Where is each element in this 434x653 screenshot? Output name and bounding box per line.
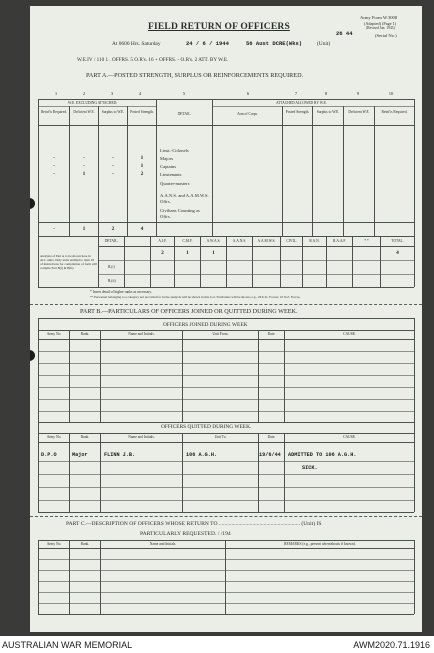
- joined-col-line: [258, 330, 259, 422]
- quitted-col-line: [414, 422, 415, 512]
- table-a-body-bottom: [38, 222, 414, 223]
- col-number-4: 4: [138, 91, 142, 96]
- quitted-army-no: D.P.O: [41, 452, 57, 458]
- analysis-col-line: [124, 236, 125, 287]
- joined-header-rank: Rank.: [80, 332, 90, 336]
- joined-col-line: [100, 330, 101, 422]
- table-a-col-line: [312, 106, 313, 236]
- part-b-frame-top: [38, 318, 414, 319]
- sub-header-deficient-left: Deficient W.E.: [73, 110, 95, 114]
- total-surplus: 2: [111, 226, 115, 232]
- joined-header-cause: CAUSE.: [343, 332, 356, 336]
- cell-surplus: -: [112, 163, 114, 169]
- table-a-col-line: [374, 106, 375, 236]
- part-c-row-line: [38, 603, 414, 604]
- cell-reinf: -: [53, 171, 55, 177]
- sub-header-deficient-right: Deficient W.E.: [348, 110, 370, 114]
- section-divider: [30, 516, 422, 517]
- analysis-value-aif: 2: [161, 250, 164, 256]
- joined-col-line: [284, 330, 285, 422]
- quitted-col-line: [38, 422, 39, 512]
- total-deficient: 1: [82, 226, 86, 232]
- table-a-col-line: [282, 106, 283, 236]
- joined-header-name: Name and Initials.: [128, 332, 155, 336]
- cell-reinf: -: [53, 163, 55, 169]
- cell-surplus: -: [112, 171, 114, 177]
- analysis-note: Analysis of Part A to be shown here in ALL units. Only units entitled to item 18 of instructions for compilation of form will compile Part B(i) & B(ii).: [40, 254, 97, 271]
- part-c-col-line: [38, 540, 39, 614]
- col-number-9: 9: [356, 91, 360, 96]
- cell-deficient: 1: [82, 171, 86, 177]
- report-date: 24 / 6 / 1944: [186, 40, 229, 47]
- footnote-other-categories: ** Personnel belonging to a category not provided for in the analysis will be shown in this Col. Particulars will be shown, e.g., 26 U.K. Forces; 10 N.Z. Forces.: [90, 295, 301, 299]
- col-number-8: 8: [324, 91, 328, 96]
- cell-deficient: -: [83, 155, 85, 161]
- rank-label: Lieutenants: [160, 172, 182, 177]
- joined-row-line: [38, 351, 414, 352]
- quitted-col-line: [69, 433, 70, 512]
- analysis-col-line: [38, 236, 39, 287]
- part-c-col-line: [69, 540, 70, 614]
- analysis-value-cmf: 1: [186, 250, 189, 256]
- analysis-col-line: [252, 236, 253, 287]
- joined-title: OFFICERS JOINED DURING WEEK: [163, 322, 248, 328]
- quitted-row-line: [38, 487, 414, 488]
- analysis-col-line: [302, 236, 303, 287]
- sub-header-reinf-right: Reinf'ts Required.: [381, 110, 408, 114]
- group-header-right: ATTACHED ALLOWED BY W.E.: [276, 100, 327, 105]
- analysis-header-total: TOTAL.: [391, 239, 404, 243]
- part-c-header-bottom: [38, 548, 414, 549]
- analysis-row-line: [98, 274, 414, 275]
- quitted-header-unit-to: Unit To.: [214, 435, 227, 439]
- quitted-header-rank: Rank.: [80, 435, 90, 439]
- sub-header-surplus-left: Surplus to W.E.: [101, 110, 125, 114]
- quitted-col-line: [284, 433, 285, 512]
- analysis-header-ran: R.A.N.: [309, 239, 320, 243]
- joined-header-date: Date.: [267, 332, 276, 336]
- quitted-header-bottom: [38, 442, 414, 443]
- quitted-row-line: [38, 500, 414, 501]
- joined-col-line: [414, 318, 415, 422]
- part-c-title-line2: PARTICULARLY REQUESTED. / /194: [140, 531, 231, 537]
- table-a-col-line: [414, 99, 415, 236]
- joined-header-bottom: [38, 339, 414, 340]
- part-c-header-rank: Rank.: [80, 541, 90, 546]
- col-number-10: 10: [388, 91, 394, 96]
- table-a-col-line: [69, 106, 70, 236]
- rank-label: Quarter-masters: [160, 181, 190, 186]
- part-c-row-line: [38, 592, 414, 593]
- table-a-col-line: [156, 99, 157, 236]
- analysis-row-label-bi: B.(i): [108, 265, 115, 269]
- joined-row-line: [38, 399, 414, 400]
- quitted-header-army-no: Army No.: [46, 435, 62, 439]
- quitted-date: 19/6/44: [259, 452, 281, 458]
- part-c-row-line: [38, 581, 414, 582]
- analysis-header-bottom: [98, 246, 414, 247]
- serial-number: 26 44: [336, 30, 353, 37]
- analysis-col-line: [174, 236, 175, 287]
- cell-deficient: -: [83, 163, 85, 169]
- col-number-1: 1: [54, 91, 58, 96]
- army-form-adapted: (Adapted) (Page 1): [364, 21, 397, 26]
- quitted-rank: Major: [72, 452, 88, 458]
- form-title: FIELD RETURN OF OFFICERS: [148, 22, 290, 32]
- analysis-bottom: [38, 287, 414, 288]
- punch-hole-bottom: [30, 350, 35, 361]
- army-form-revised: (Revised Jan. 1943): [366, 26, 395, 30]
- table-a-col-line: [98, 106, 99, 236]
- archive-reference: AWM2020.71.1916: [353, 640, 430, 650]
- sub-header-arm-of-corps: Arm of Corps.: [237, 112, 258, 116]
- part-c-header-army-no: Army No.: [46, 541, 62, 546]
- quitted-col-line: [182, 433, 183, 512]
- analysis-col-line: [150, 236, 151, 287]
- joined-title-bottom: [38, 330, 414, 331]
- quitted-row-line: [38, 474, 414, 475]
- sub-header-reinf-left: Reinf'ts Required.: [41, 110, 67, 114]
- army-form-number: Army Form W.3008: [360, 15, 398, 20]
- table-a-col-line: [343, 106, 344, 236]
- rank-label: Lieut.-Colonels: [160, 148, 189, 153]
- form-page: [30, 6, 422, 632]
- table-a-group-line-left: [38, 106, 156, 107]
- joined-col-line: [69, 330, 70, 422]
- part-a-title: PART A.—POSTED STRENGTH, SURPLUS OR REINFORCEMENTS REQUIRED.: [86, 72, 304, 79]
- section-divider: [30, 304, 422, 305]
- rank-label: Captains: [160, 164, 177, 169]
- part-c-header-remarks: REMARKS (e.g., present whereabouts if known).: [284, 541, 356, 546]
- quitted-cause-line2: SICK.: [302, 465, 318, 471]
- joined-col-line: [38, 318, 39, 422]
- analysis-header-raaf: R.A.A.F.: [333, 239, 346, 243]
- archive-name: AUSTRALIAN WAR MEMORIAL: [2, 640, 133, 650]
- total-posted: 4: [140, 226, 144, 232]
- col-number-2: 2: [82, 91, 86, 96]
- part-c-row-line: [38, 559, 414, 560]
- analysis-header-other: * *: [364, 239, 369, 243]
- rank-label: Majors: [160, 156, 174, 161]
- footnote-higher-ranks: * Insert detail of higher ranks as necessary.: [90, 290, 152, 294]
- joined-header-army-no: Army No.: [46, 332, 62, 336]
- joined-row-line: [38, 411, 414, 412]
- analysis-value-awas: 1: [212, 250, 215, 256]
- part-c-col-line: [100, 540, 101, 614]
- quitted-name: FLINN J.B.: [104, 452, 136, 458]
- unit-name: 56 Aust DCRE(Wks): [246, 40, 303, 47]
- analysis-col-line: [414, 236, 415, 287]
- part-c-col-line: [414, 540, 415, 614]
- analysis-row-line: [98, 260, 414, 261]
- analysis-value-total: 4: [396, 250, 399, 256]
- col-number-5: 5: [182, 91, 186, 96]
- col-number-3: 3: [110, 91, 114, 96]
- quitted-unit-to: 106 A.G.H.: [186, 452, 218, 458]
- archive-footer: [0, 636, 434, 653]
- sub-header-posted-right: Posted Strength.: [285, 110, 310, 114]
- part-b-title: PART B.—PARTICULARS OF OFFICERS JOINED OR QUITTED DURING WEEK.: [80, 308, 298, 315]
- cell-posted: 1: [140, 163, 144, 169]
- group-header-left: W.E. EXCLUDING ATTACHED.: [68, 100, 118, 105]
- analysis-col-line: [280, 236, 281, 287]
- part-c-header-name: Name and Initials.: [149, 541, 177, 546]
- quitted-col-line: [258, 433, 259, 512]
- col-number-6: 6: [246, 91, 250, 96]
- analysis-row-label-bii: B.(ii): [108, 279, 116, 283]
- serial-label: (Serial No.): [375, 33, 397, 38]
- total-reinf: -: [53, 226, 55, 232]
- rank-label: A.A.N.S. and A.A.M.W.S. Offrs.: [160, 193, 209, 204]
- quitted-header-cause: CAUSE.: [343, 435, 356, 439]
- table-a-col-line: [212, 99, 213, 236]
- col-number-7: 7: [294, 91, 298, 96]
- part-c-col-line: [225, 540, 226, 614]
- cell-surplus: -: [112, 155, 114, 161]
- sub-header-detail: DETAIL.: [177, 112, 192, 116]
- quitted-title-bottom: [38, 433, 414, 434]
- quitted-title: OFFICERS QUITTED DURING WEEK.: [161, 424, 252, 430]
- analysis-col-line: [98, 236, 99, 287]
- quitted-table-bottom: [38, 512, 414, 513]
- unit-label: (Unit): [317, 41, 331, 47]
- rank-label: Civilians Counting as Offrs.: [160, 208, 200, 219]
- table-a-top-border: [38, 99, 414, 100]
- report-time-label: At 0600 Hrs. Saturday: [112, 41, 161, 47]
- sub-header-posted-left: Posted Strength.: [130, 110, 154, 114]
- part-c-row-line: [38, 570, 414, 571]
- joined-row-line: [38, 363, 414, 364]
- analysis-col-line: [200, 236, 201, 287]
- quitted-cause: ADMITTED TO 106 A.G.H.: [288, 452, 357, 458]
- cell-reinf: -: [53, 155, 55, 161]
- analysis-header-cmf: C.M.F.: [182, 239, 193, 243]
- punch-hole-top: [30, 198, 35, 209]
- we-line: W.E.IV / 110 1 . OFFRS. 5 O.R's. 16 + OFFRS. - O.R's. 2 ATT. BY W.E.: [77, 57, 229, 63]
- quitted-header-date: Date.: [267, 435, 276, 439]
- table-a-group-line-right: [212, 106, 414, 107]
- joined-header-unit-from: Unit From.: [212, 332, 229, 336]
- sub-header-surplus-right: Surplus to W.E.: [316, 110, 340, 114]
- analysis-header-aamws: A.A.M.W.S.: [257, 239, 276, 243]
- analysis-header-civil: CIVIL.: [286, 239, 297, 243]
- analysis-header-aif: A.I.F.: [158, 239, 167, 243]
- analysis-header-detail: DETAIL.: [104, 239, 119, 243]
- quitted-row-line: [38, 461, 414, 462]
- analysis-col-line: [380, 236, 381, 287]
- table-a-col-line: [127, 106, 128, 236]
- analysis-header-awas: A.W.A.S.: [206, 239, 221, 243]
- part-c-table-bottom: [38, 614, 414, 615]
- joined-row-line: [38, 387, 414, 388]
- part-c-frame-top: [38, 540, 414, 541]
- analysis-col-line: [352, 236, 353, 287]
- cell-posted: 2: [140, 171, 144, 177]
- quitted-col-line: [100, 433, 101, 512]
- joined-table-bottom: [38, 422, 414, 423]
- cell-posted: 1: [140, 155, 144, 161]
- analysis-col-line: [326, 236, 327, 287]
- joined-col-line: [182, 330, 183, 422]
- quitted-header-name: Name and Initials.: [128, 435, 155, 439]
- analysis-col-line: [226, 236, 227, 287]
- part-c-title: PART C.—DESCRIPTION OF OFFICERS WHOSE RETURN TO .......................................................... (Unit) IS: [66, 521, 322, 527]
- joined-row-line: [38, 375, 414, 376]
- table-a-header-bottom: [38, 125, 414, 126]
- analysis-header-aans: A.A.N.S.: [232, 239, 247, 243]
